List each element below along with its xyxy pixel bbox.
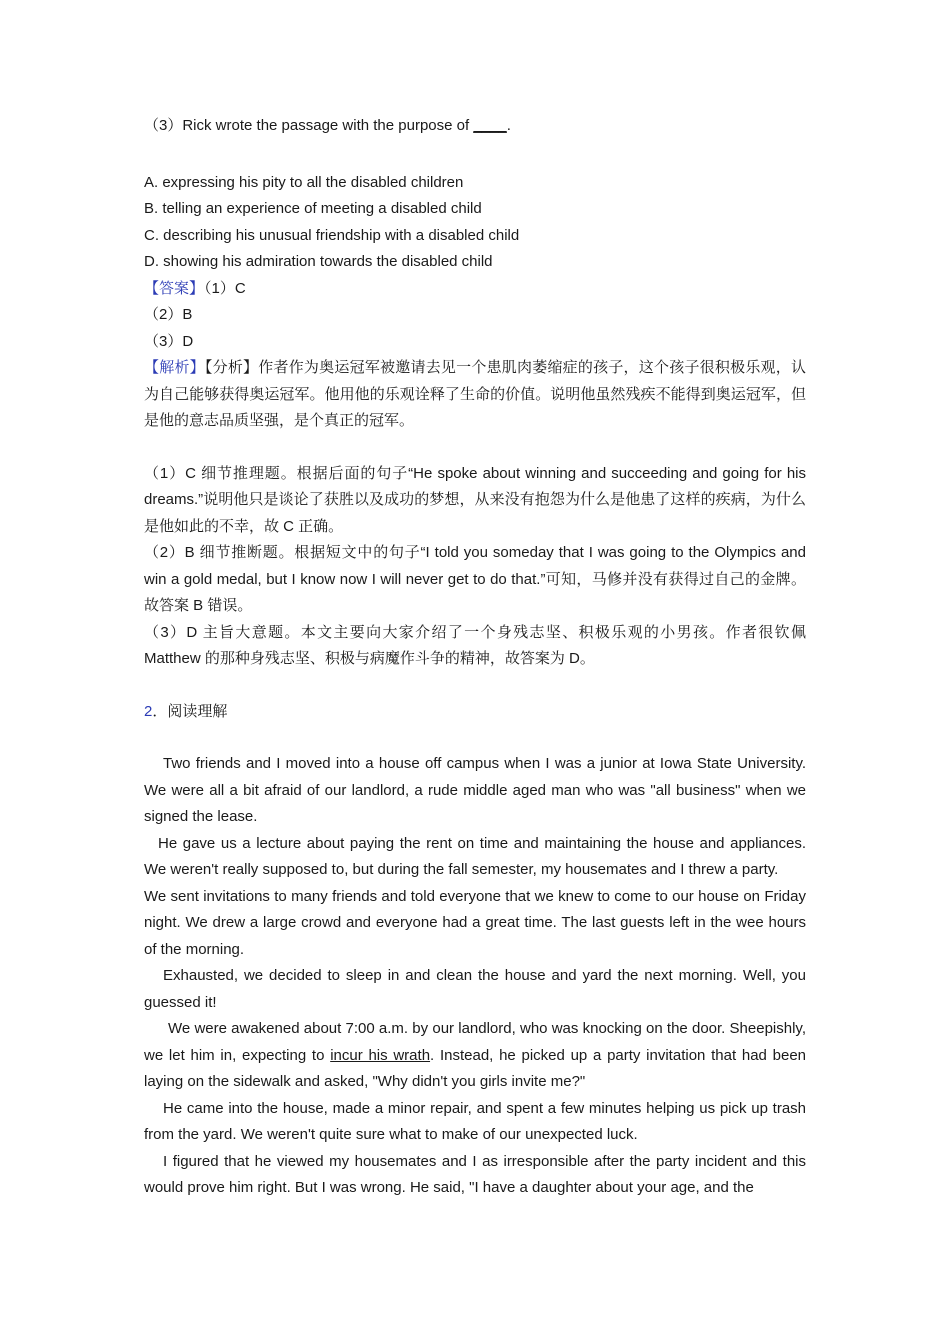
- passage-paragraph-3: We sent invitations to many friends and told everyone that we knew to come to our house on Friday night. We drew a large crowd and everyone had a great time. The last guests left in the wee hours of the morning.: [144, 887, 806, 958]
- option-b: B. telling an experience of meeting a disabled child: [144, 200, 482, 217]
- answer-3: （3）D: [144, 332, 194, 350]
- paragraph-5-before: We were awakened about 7:00 a.m. by our landlord, who was knocking on the door. Sheepishly, we let him in, expecting to: [144, 1020, 806, 1064]
- option-a: A. expressing his pity to all the disabled children: [144, 173, 464, 191]
- passage-paragraph-7: I figured that he viewed my housemates and I as irresponsible after the party incident and this would prove him right. But I was wrong. He said, "I have a daughter about your age, and the: [144, 1152, 806, 1196]
- section-number: 2: [144, 702, 153, 720]
- analysis-intro-text: 【分析】作者作为奥运冠军被邀请去见一个患肌肉萎缩症的孩子，这个孩子很积极乐观，认为自己能够获得奥运冠军。他用他的乐观诠释了生命的价值。说明他虽然残疾不能得到奥运冠军，但是他的意志品质坚强，是个真正的冠军。: [144, 359, 806, 429]
- section-2-heading: [144, 699, 806, 726]
- analysis-tag: 【解析】: [144, 359, 205, 376]
- passage-paragraph-4: Exhausted, we decided to sleep in and clean the house and yard the next morning. Well, you guessed it!: [144, 967, 806, 1011]
- page-content: [144, 113, 806, 1202]
- option-d: D. showing his admiration towards the disabled child: [144, 253, 493, 270]
- question-3-stem-text: （3）Rick wrote the passage with the purpose of: [144, 117, 474, 134]
- paragraph-5-after: . Instead, he picked up a party invitation that had been laying on the sidewalk and asked, "Why didn't you girls invite me?": [144, 1046, 807, 1090]
- analysis-point-1: （1）C 细节推理题。根据后面的句子“He spoke about winning and succeeding and going for his dreams.”说明他只是谈论了获胜以及成功的梦想，从来没有抱怨为什么是他患了这样的疾病，为什么是他如此的不幸，故 C 正确。: [144, 464, 806, 535]
- question-3-stem: [144, 113, 806, 140]
- answer-line-1: [144, 276, 806, 303]
- section-separator: ．: [152, 702, 168, 720]
- passage-paragraph-2: He gave us a lecture about paying the rent on time and maintaining the house and appliances. We weren't really supposed to, but during the fall semester, my housemates and I threw a party.: [144, 834, 806, 878]
- underlined-phrase: incur his wrath: [330, 1046, 431, 1064]
- question-3-stem-end: .: [506, 117, 511, 134]
- section-title: 阅读理解: [167, 702, 228, 720]
- analysis-intro: [144, 355, 806, 435]
- answer-2: （2）B: [144, 306, 193, 323]
- answer-tag: 【答案】: [144, 279, 205, 297]
- option-c: C. describing his unusual friendship with a disabled child: [144, 226, 520, 244]
- analysis-point-3: （3）D 主旨大意题。本文主要向大家介绍了一个身残志坚、积极乐观的小男孩。作者很钦佩 Matthew 的那种身残志坚、积极与病魔作斗争的精神，故答案为 D。: [144, 623, 806, 667]
- analysis-point-2: （2）B 细节推断题。根据短文中的句子“I told you someday that I was going to the Olympics and win a gold medal, but I know now I will never get to do that.”可知，马修并没有获得过自己的金牌。故答案 B 错误。: [144, 544, 806, 614]
- answer-1: （1）C: [204, 279, 246, 297]
- answer-blank: ____: [473, 117, 507, 134]
- passage-paragraph-1: Two friends and I moved into a house off campus when I was a junior at Iowa State University. We were all a bit afraid of our landlord, a rude middle aged man who was "all business" when we signed the lease.: [144, 755, 806, 825]
- passage-paragraph-5: [144, 1016, 806, 1096]
- passage-paragraph-6: He came into the house, made a minor repair, and spent a few minutes helping us pick up trash from the yard. We weren't quite sure what to make of our unexpected luck.: [144, 1099, 806, 1143]
